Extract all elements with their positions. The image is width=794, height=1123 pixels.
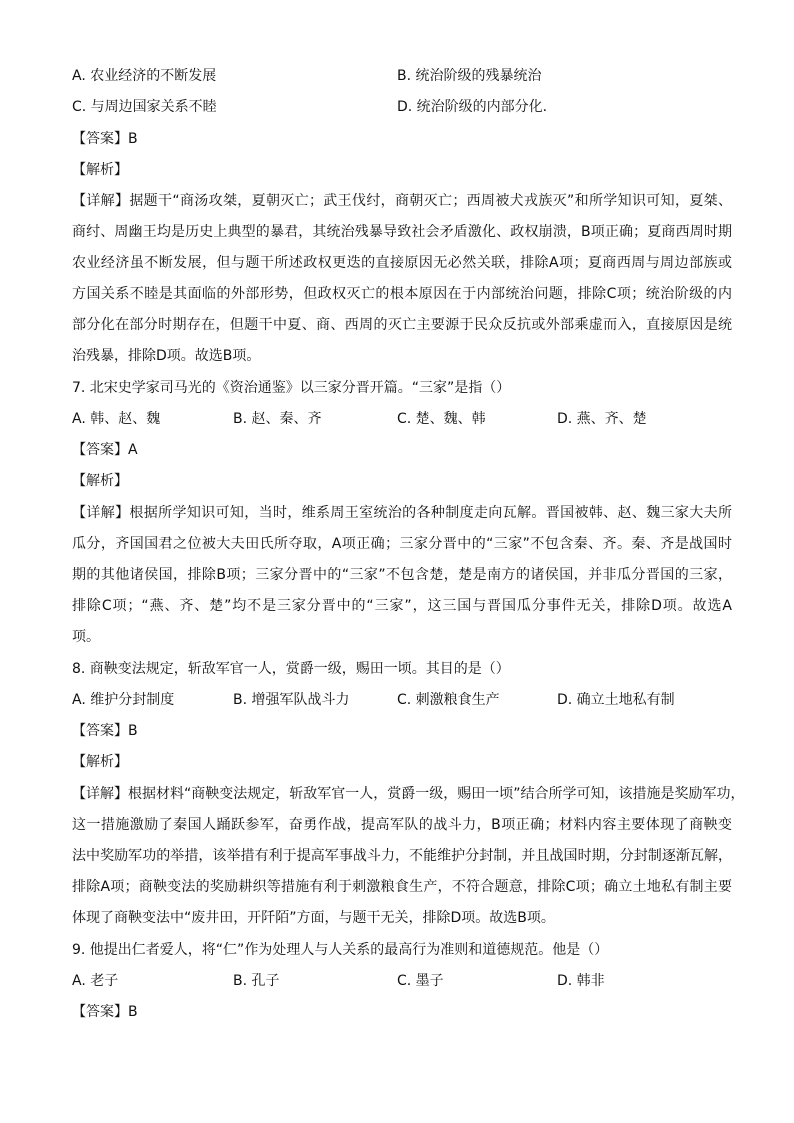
prev-option-b: B. 统治阶级的残暴统治 — [397, 68, 542, 84]
q7-option-d: D. 燕、齐、楚 — [557, 411, 647, 427]
prev-detail-line: 农业经济虽不断发展，但与题干所述政权更迭的直接原因无必然关联，排除A项；夏商西周与周边部族或 — [72, 255, 732, 271]
q8-option-a: A. 维护分封制度 — [72, 692, 175, 708]
q8-detail-line: 这一措施激励了秦国人踊跃参军，奋勇作战，提高军队的战斗力，B项正确；材料内容主要体现了商鞅变 — [72, 817, 732, 833]
q8-detail-line: 排除A项；商鞅变法的奖励耕织等措施有利于刺激粮食生产，不符合题意，排除C项；确立土地私有制主要 — [72, 879, 732, 895]
q8-option-c: C. 刺激粮食生产 — [397, 692, 500, 708]
q7-option-b: B. 赵、秦、齐 — [233, 411, 322, 427]
q7-option-c: C. 楚、魏、韩 — [397, 411, 486, 427]
prev-option-c: C. 与周边国家关系不睦 — [72, 99, 217, 115]
prev-option-a: A. 农业经济的不断发展 — [72, 68, 217, 84]
prev-detail-line: 部分化在部分时期存在，但题干中夏、商、西周的灭亡主要源于民众反抗或外部乘虚而入，直接原因是统 — [72, 317, 732, 333]
q7-option-a: A. 韩、赵、魏 — [72, 411, 161, 427]
q7-answer: 【答案】A — [72, 442, 138, 458]
prev-detail-line: 商纣、周幽王均是历史上典型的暴君，其统治残暴导致社会矛盾激化、政权崩溃，B项正确；夏商西周时期 — [72, 224, 732, 240]
q9-option-d: D. 韩非 — [557, 973, 605, 989]
q9-answer: 【答案】B — [72, 1004, 138, 1020]
q7-detail-line: 项。 — [72, 629, 100, 645]
q8-detail-line: 法中奖励军功的举措，该举措有利于提高军事战斗力，不能维护分封制，并且战国时期，分封制逐渐瓦解， — [72, 848, 732, 864]
q8-answer: 【答案】B — [72, 723, 138, 739]
prev-analysis-heading: 【解析】 — [72, 162, 128, 178]
q7-detail-line: 【详解】根据所学知识可知，当时，维系周王室统治的各种制度走向瓦解。晋国被韩、赵、魏三家大夫所 — [72, 505, 732, 521]
prev-answer: 【答案】B — [72, 131, 138, 147]
q8-detail-line: 【详解】根据材料“商鞅变法规定，斩敌军官一人，赏爵一级，赐田一顷”结合所学可知，该措施是奖励军功， — [72, 786, 745, 802]
q9-option-a: A. 老子 — [72, 973, 119, 989]
q7-detail-line: 瓜分，齐国国君之位被大夫田氏所夺取，A项正确；三家分晋中的“三家”不包含秦、齐。秦、齐是战国时 — [72, 536, 732, 552]
prev-option-d: D. 统治阶级的内部分化. — [397, 99, 548, 115]
q8-question: 8. 商鞅变法规定，斩敌军官一人，赏爵一级，赐田一顷。其目的是（） — [72, 661, 510, 677]
q7-question: 7. 北宋史学家司马光的《资治通鉴》以三家分晋开篇。“三家”是指（） — [72, 380, 511, 396]
q8-analysis-heading: 【解析】 — [72, 754, 128, 770]
q9-question: 9. 他提出仁者爱人，将“仁”作为处理人与人关系的最高行为准则和道德规范。他是（） — [72, 942, 609, 958]
q7-analysis-heading: 【解析】 — [72, 473, 128, 489]
q8-option-d: D. 确立土地私有制 — [557, 692, 675, 708]
prev-detail-line: 治残暴，排除D项。故选B项。 — [72, 348, 261, 364]
q8-detail-line: 体现了商鞅变法中“废井田，开阡陌”方面，与题干无关，排除D项。故选B项。 — [72, 910, 555, 926]
prev-detail-line: 【详解】据题干“商汤攻桀，夏朝灭亡；武王伐纣，商朝灭亡；西周被犬戎族灭”和所学知识可知，夏桀、 — [72, 193, 732, 209]
q9-option-c: C. 墨子 — [397, 973, 444, 989]
q9-option-b: B. 孔子 — [233, 973, 280, 989]
prev-detail-line: 方国关系不睦是其面临的外部形势，但政权灭亡的根本原因在于内部统治问题，排除C项；统治阶级的内 — [72, 286, 732, 302]
q7-detail-line: 排除C项；“燕、齐、楚”均不是三家分晋中的“三家”，这三国与晋国瓜分事件无关，排除D项。故选A — [72, 598, 732, 614]
q8-option-b: B. 增强军队战斗力 — [233, 692, 350, 708]
q7-detail-line: 期的其他诸侯国，排除B项；三家分晋中的“三家”不包含楚，楚是南方的诸侯国，并非瓜分晋国的三家， — [72, 567, 732, 583]
